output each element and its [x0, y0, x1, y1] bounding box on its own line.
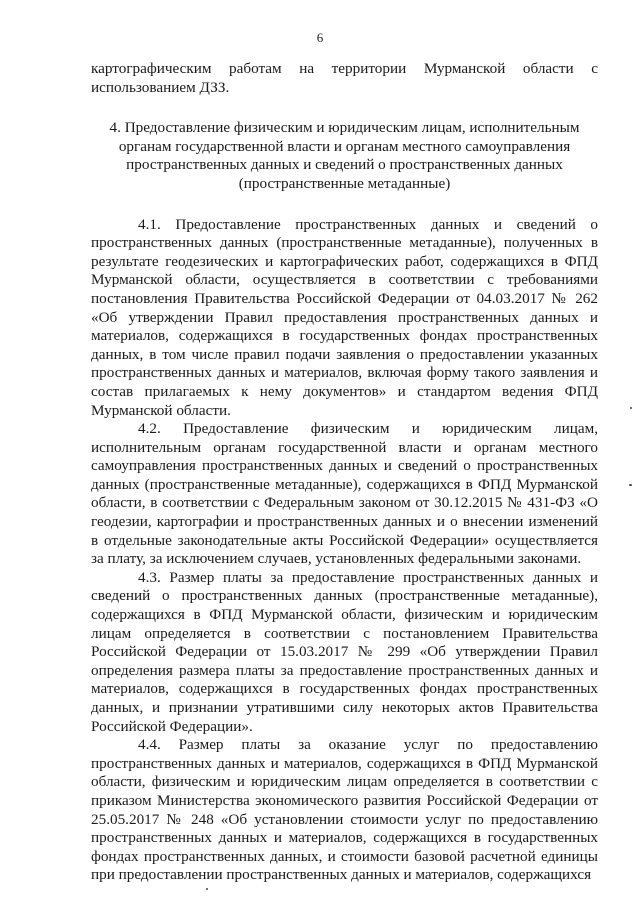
- clause-4-1-paragraph: 4.1. Предоставление пространственных данных и сведений о пространственных данных (пространственные метаданные), полученных в результате геодезических и картографических работ, содержащихся в ФПД Мурманской области, осуществляется в соответствии с требованиями постановления Правительства Российской Федерации от 04.03.2017 № 262 «Об утверждении Правил предоставления пространственных данных и материалов, содержащихся в государственных фондах пространственных данных, в том числе правил подачи заявления о предоставлении указанных пространственных данных и материалов, включая форму такого заявления и состав прилагаемых к нему документов» и стандартом ведения ФПД Мурманской области.: [91, 215, 598, 419]
- clause-4-4-paragraph: 4.4. Размер платы за оказание услуг по предоставлению пространственных данных и материалов, содержащихся в ФПД Мурманской области, физическим и юридическим лицам определяется в соответствии с приказом Министерства экономического развития Российской Федерации от 25.05.2017 № 248 «Об установлении стоимости услуг по предоставлению пространственных данных и материалов, содержащихся в государственных фондах пространственных данных, и стоимости базовой расчетной единицы при предоставлении пространственных данных и материалов, содержащихся: [91, 736, 598, 884]
- scan-speck: [629, 484, 632, 486]
- section-heading-line: (пространственные метаданные): [238, 174, 451, 192]
- clause-4-3-paragraph: 4.3. Размер платы за предоставление пространственных данных и сведений о пространственных данных (пространственные метаданные), содержащихся в ФПД Мурманской области, физическим и юридическим лицам определяется в соответствии с постановлением Правительства Российской Федерации от 15.03.2017 № 299 «Об утверждении Правил определения размера платы за предоставление пространственных данных и материалов, содержащихся в государственных фондах пространственных данных, и признании утратившими силу некоторых актов Правительства Российской Федерации».: [91, 568, 598, 735]
- page-number: 6: [316, 30, 324, 45]
- section-heading-line: органам государственной власти и органам местного самоуправления: [118, 137, 571, 155]
- clause-4-2-paragraph: 4.2. Предоставление физическим и юридическим лицам, исполнительным органам государственной власти и органам местного самоуправления пространственных данных и сведений о пространственных данных (пространственные метаданные), содержащихся в ФПД Мурманской области, в соответствии с Федеральным законом от 30.12.2015 № 431-ФЗ «О геодезии, картографии и пространственных данных и о внесении изменений в отдельные законодательные акты Российской Федерации» осуществляется за плату, за исключением случаев, установленных федеральными законами.: [91, 420, 598, 568]
- section-heading-line: пространственных данных и сведений о пространственных данных: [126, 156, 563, 174]
- scan-speck: [206, 888, 208, 890]
- section-heading: [91, 119, 598, 193]
- intro-paragraph: картографическим работам на территории Мурманской области с использованием ДЗЗ.: [91, 60, 598, 96]
- document-body: [91, 60, 598, 885]
- scan-speck: [630, 407, 632, 409]
- section-heading-line: 4. Предоставление физическим и юридическим лицам, исполнительным: [109, 119, 580, 137]
